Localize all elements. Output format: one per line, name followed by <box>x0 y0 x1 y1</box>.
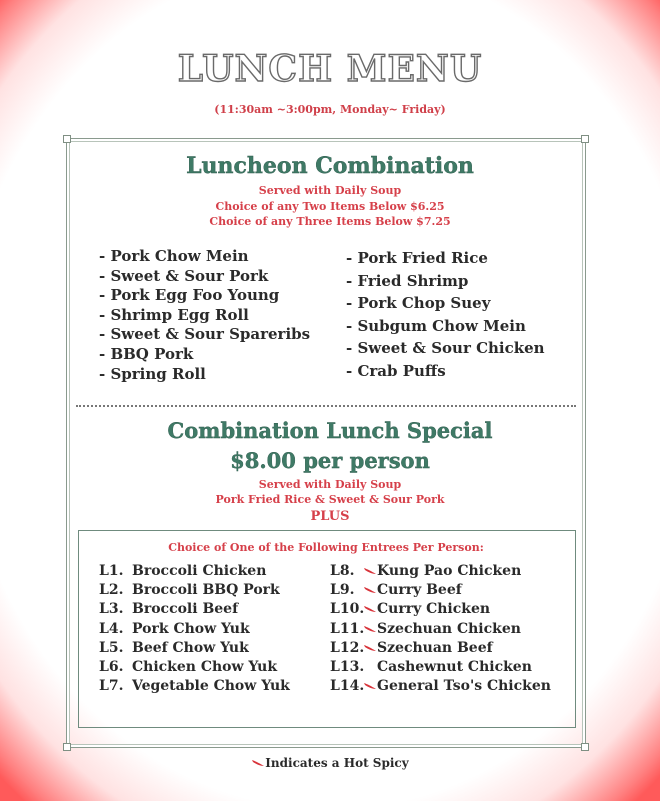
entree-item <box>99 600 290 619</box>
combo-item: - BBQ Pork <box>99 344 194 363</box>
entree-code: L4. <box>99 620 124 637</box>
entree-name: Broccoli BBQ Pork <box>132 582 280 599</box>
entree-item <box>330 620 551 639</box>
entree-code: L12. <box>330 639 365 656</box>
entree-name: Szechuan Beef <box>377 639 493 656</box>
combo-right-list <box>346 247 545 383</box>
spicy-legend-text: Indicates a Hot Spicy <box>265 756 409 770</box>
frame-corner-ornament <box>581 135 589 143</box>
special-price: $8.00 per person <box>230 448 430 473</box>
entree-item <box>99 620 290 639</box>
entree-name: General Tso's Chicken <box>377 678 551 695</box>
combo-two-items-price: Choice of any Two Items Below $6.25 <box>215 200 445 213</box>
combo-item: - Sweet & Sour Chicken <box>346 339 545 358</box>
frame-corner-ornament <box>63 135 71 143</box>
entree-item <box>99 581 290 600</box>
spicy-legend <box>0 756 660 770</box>
entree-item <box>99 639 290 658</box>
combo-title: Luncheon Combination <box>186 153 474 179</box>
entree-name: Pork Chow Yuk <box>132 620 250 637</box>
entree-name: Beef Chow Yuk <box>132 639 249 656</box>
entree-code: L8. <box>330 563 355 579</box>
entree-code: L7. <box>99 678 124 695</box>
entree-item <box>330 562 551 581</box>
menu-title: LUNCH MENU <box>177 48 483 90</box>
entree-item <box>99 658 290 677</box>
section-divider <box>76 405 576 407</box>
special-soup-note: Served with Daily Soup <box>258 478 402 491</box>
combo-soup-note: Served with Daily Soup <box>258 184 402 197</box>
entree-name: Chicken Chow Yuk <box>132 658 278 675</box>
entree-name: Broccoli Chicken <box>132 563 267 579</box>
combo-item: - Sweet & Sour Spareribs <box>99 325 311 344</box>
entree-code: L11. <box>330 620 365 637</box>
entree-name: Curry Chicken <box>377 601 491 618</box>
entree-name: Kung Pao Chicken <box>377 563 522 579</box>
entree-code: L13. <box>330 658 365 675</box>
combo-item: - Spring Roll <box>99 364 206 383</box>
special-included-dishes: Pork Fried Rice & Sweet & Sour Pork <box>215 493 445 506</box>
combo-item: - Pork Chop Suey <box>346 294 491 313</box>
combo-item: - Subgum Chow Mein <box>346 316 526 335</box>
entree-item <box>330 658 551 677</box>
combo-item: - Shrimp Egg Roll <box>99 305 249 324</box>
entree-item <box>99 562 290 581</box>
entree-code: L3. <box>99 601 124 618</box>
entree-name: Curry Beef <box>377 582 462 599</box>
entree-code: L10. <box>330 601 365 618</box>
entree-code: L1. <box>99 563 124 579</box>
frame-corner-ornament <box>581 743 589 751</box>
entree-right-list <box>330 562 551 696</box>
entree-name: Cashewnut Chicken <box>377 658 532 675</box>
special-plus: PLUS <box>310 509 350 524</box>
combo-left-list <box>99 247 310 384</box>
entree-heading: Choice of One of the Following Entrees Per Person: <box>168 541 484 554</box>
lunch-hours: (11:30am ~3:00pm, Monday~ Friday) <box>214 103 446 116</box>
entree-item <box>330 600 551 619</box>
special-title: Combination Lunch Special <box>167 418 493 443</box>
entree-left-list <box>99 562 290 696</box>
combo-item: - Pork Egg Foo Young <box>99 286 280 305</box>
entree-item <box>99 677 290 696</box>
entree-item <box>330 639 551 658</box>
entree-name: Szechuan Chicken <box>377 620 521 637</box>
combo-three-items-price: Choice of any Three Items Below $7.25 <box>209 215 451 228</box>
entree-code: L9. <box>330 582 355 599</box>
entree-code: L14. <box>330 678 365 695</box>
combo-item: - Crab Puffs <box>346 361 446 380</box>
entree-name: Broccoli Beef <box>132 601 239 618</box>
entree-item <box>330 581 551 600</box>
frame-corner-ornament <box>63 743 71 751</box>
combo-item: - Sweet & Sour Pork <box>99 266 269 285</box>
entree-code: L2. <box>99 582 124 599</box>
combo-item: - Pork Chow Mein <box>99 247 249 265</box>
entree-code: L5. <box>99 639 124 656</box>
entree-name: Vegetable Chow Yuk <box>132 678 290 695</box>
entree-item <box>330 677 551 696</box>
combo-item: - Fried Shrimp <box>346 271 469 290</box>
entree-code: L6. <box>99 658 124 675</box>
combo-item: - Pork Fried Rice <box>346 249 488 267</box>
